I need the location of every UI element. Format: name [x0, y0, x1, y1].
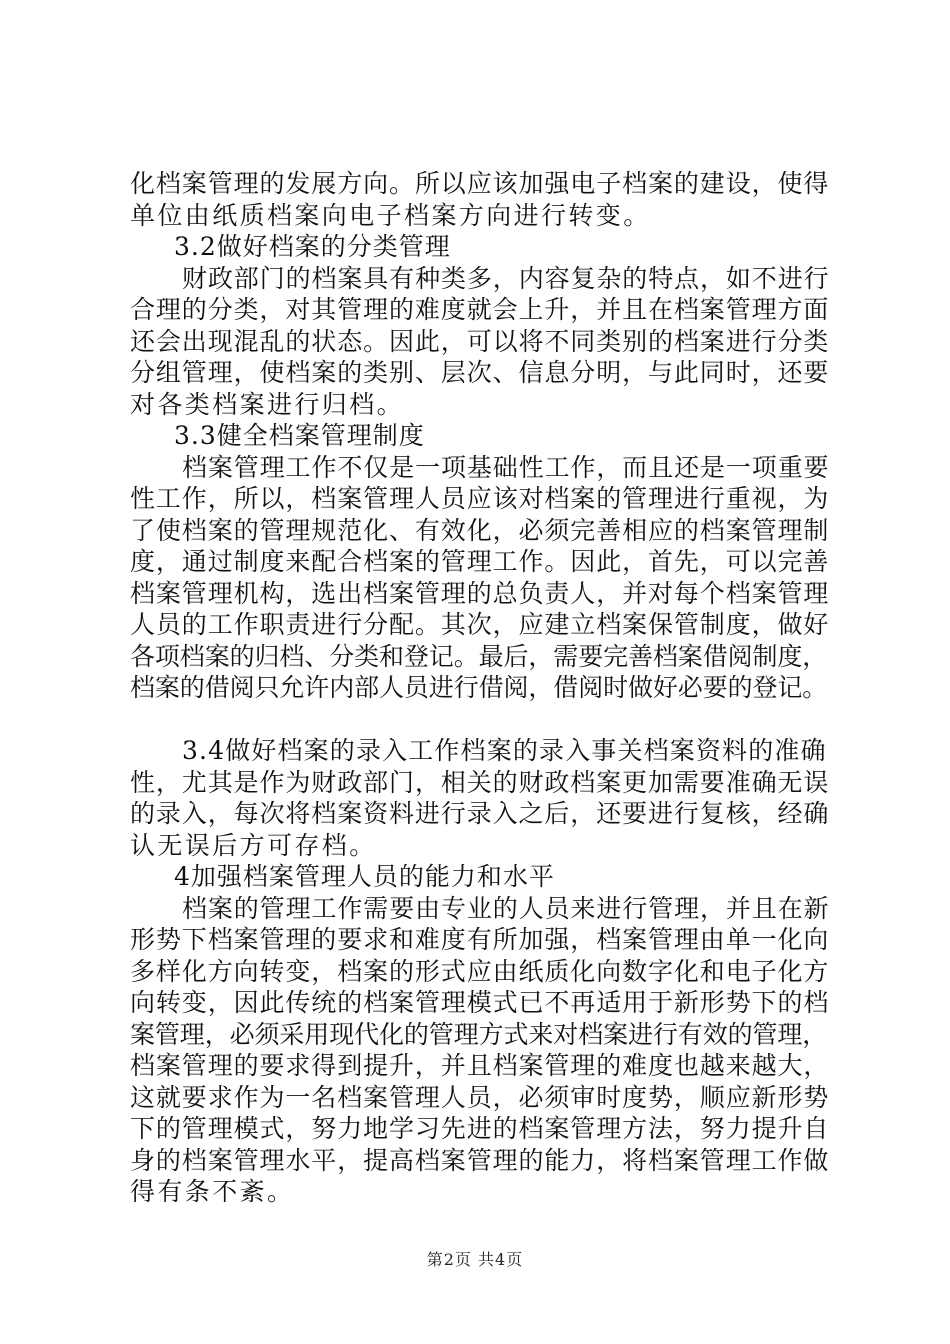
- body-line: 认无误后方可存档。: [130, 830, 377, 860]
- body-line: 了使档案的管理规范化、有效化，必须完善相应的档案管理制: [130, 515, 830, 545]
- page-number-footer: 第2页 共4页: [426, 1250, 524, 1269]
- section-heading-3-2: 3.2做好档案的分类管理: [174, 232, 451, 261]
- paragraph-spacer: [130, 704, 830, 736]
- body-line: 身的档案管理水平，提高档案管理的能力，将档案管理工作做: [130, 1145, 830, 1175]
- body-line: 下的管理模式，努力地学习先进的档案管理方法，努力提升自: [130, 1114, 830, 1143]
- body-line: 档案管理工作不仅是一项基础性工作，而且还是一项重要: [182, 452, 830, 482]
- body-line: 各项档案的归档、分类和登记。最后，需要完善档案借阅制度，: [130, 641, 828, 671]
- section-heading-4: 4加强档案管理人员的能力和水平: [174, 862, 555, 891]
- body-line: 案管理，必须采用现代化的管理方式来对档案进行有效的管理，: [130, 1019, 828, 1049]
- section-heading-3-4: 3.4做好档案的录入工作档案的录入事关档案资料的准确: [182, 736, 827, 765]
- body-line: 档案的借阅只允许内部人员进行借阅，借阅时做好必要的登记。: [130, 673, 828, 702]
- body-line: 档案管理机构，选出档案管理的总负责人，并对每个档案管理: [130, 578, 830, 608]
- body-line: 性，尤其是作为财政部门，相关的财政档案更加需要准确无误: [130, 767, 830, 797]
- body-line: 这就要求作为一名档案管理人员，必须审时度势，顺应新形势: [130, 1082, 830, 1112]
- body-line: 合理的分类，对其管理的难度就会上升，并且在档案管理方面: [130, 295, 830, 324]
- body-line: 化档案管理的发展方向。所以应该加强电子档案的建设，使得: [130, 169, 830, 198]
- body-line: 单位由纸质档案向电子档案方向进行转变。: [130, 200, 651, 230]
- body-line: 财政部门的档案具有种类多，内容复杂的特点，如不进行: [182, 263, 830, 293]
- body-line: 档案的管理工作需要由专业的人员来进行管理，并且在新: [182, 893, 830, 923]
- body-line: 人员的工作职责进行分配。其次，应建立档案保管制度，做好: [130, 610, 830, 639]
- section-heading-3-3: 3.3健全档案管理制度: [174, 421, 425, 450]
- body-line: 得有条不紊。: [130, 1177, 295, 1206]
- body-line: 形势下档案管理的要求和难度有所加强，档案管理由单一化向: [130, 925, 830, 954]
- body-line: 向转变，因此传统的档案管理模式已不再适用于新形势下的档: [130, 988, 830, 1017]
- body-line: 度，通过制度来配合档案的管理工作。因此，首先，可以完善: [130, 547, 830, 576]
- body-line: 性工作，所以，档案管理人员应该对档案的管理进行重视，为: [130, 484, 830, 513]
- document-body: [130, 168, 830, 1208]
- body-line: 档案管理的要求得到提升，并且档案管理的难度也越来越大，: [130, 1051, 830, 1080]
- body-line: 分组管理，使档案的类别、层次、信息分明，与此同时，还要: [130, 358, 830, 387]
- body-line: 的录入，每次将档案资料进行录入之后，还要进行复核，经确: [130, 799, 830, 828]
- body-line: 还会出现混乱的状态。因此，可以将不同类别的档案进行分类: [130, 326, 830, 356]
- body-line: 多样化方向转变，档案的形式应由纸质化向数字化和电子化方: [130, 956, 830, 986]
- body-line: 对各类档案进行归档。: [130, 389, 405, 419]
